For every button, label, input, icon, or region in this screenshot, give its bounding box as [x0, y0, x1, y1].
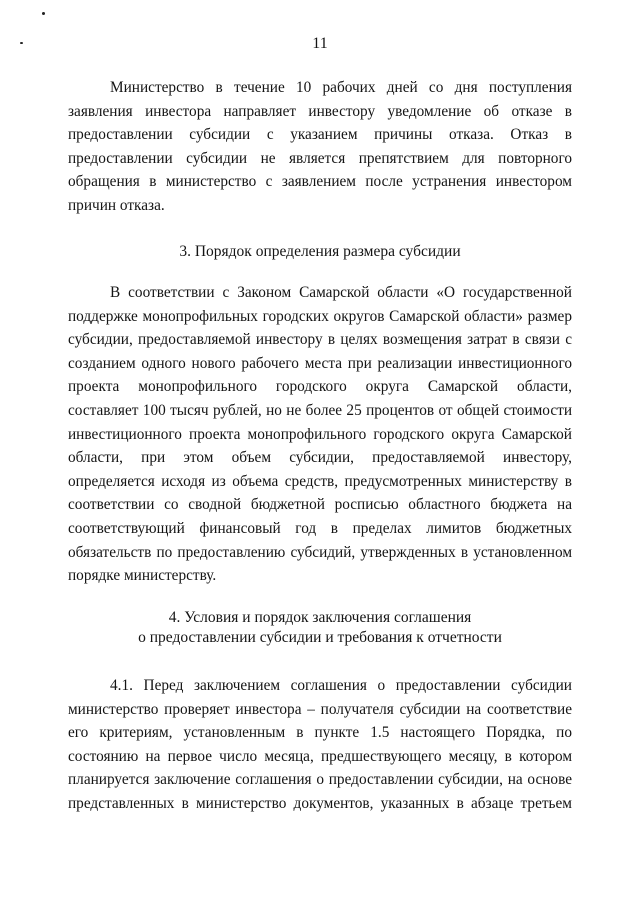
section-heading-4-line2: о предоставлении субсидии и требования к отчетности [138, 629, 502, 646]
section-heading-4-line1: 4. Условия и порядок заключения соглашения [168, 609, 472, 626]
text-line: проекта монопрофильного городского округа Самарской области, [68, 378, 572, 396]
section-heading-4 [68, 608, 572, 648]
text-line: представленных в министерство документов, указанных в абзаце третьем [68, 794, 572, 812]
text-line: Министерство в течение 10 рабочих дней со дня поступления [110, 79, 572, 96]
text-line: созданием одного нового рабочего места при реализации инвестиционного [68, 354, 572, 372]
text-line: поддержке монопрофильных городских округов Самарской области» размер [68, 307, 572, 325]
text-line: соответствии со сводной бюджетной росписью областного бюджета на [68, 496, 572, 514]
text-line: соответствующий финансовый год в пределах лимитов бюджетных [68, 519, 572, 537]
text-line: обязательств по предоставлению субсидий, утвержденных в установленном [68, 543, 572, 561]
text-line: определяется исходя из объема средств, предусмотренных министерству в [68, 472, 572, 490]
text-line: 4.1. Перед заключением соглашения о предоставлении субсидии [110, 677, 572, 694]
paragraph-refusal-notice [68, 76, 572, 218]
text-line: субсидии, предоставляемой инвестору в целях возмещения затрат в связи с [68, 331, 572, 349]
text-line: обращения в министерство с заявлением после устранения инвестором [68, 173, 572, 191]
section-heading-3: 3. Порядок определения размера субсидии [179, 243, 461, 260]
text-line: причин отказа. [68, 196, 165, 214]
text-line: состоянию на первое число месяца, предшествующего месяцу, в котором [68, 747, 572, 765]
text-line: инвестиционного проекта монопрофильного городского округа Самарской [68, 425, 572, 443]
paragraph-subsidy-amount [68, 281, 572, 588]
page-number: 11 [312, 35, 328, 52]
text-line: министерство проверяет инвестора – получателя субсидии на соответствие [68, 700, 572, 718]
text-line: планируется заключение соглашения о предоставлении субсидии, на основе [68, 771, 572, 789]
scan-speck [42, 12, 45, 15]
text-line: предоставлении субсидии не является препятствием для повторного [68, 149, 572, 167]
text-line: его критериям, установленным в пункте 1.5 настоящего Порядка, по [68, 724, 572, 742]
text-line: предоставлении субсидии с указанием причины отказа. Отказ в [68, 126, 572, 144]
text-line: области, при этом объем субсидии, предоставляемой инвестору, [68, 449, 572, 467]
text-line: составляет 100 тысяч рублей, но не более 25 процентов от общей стоимости [68, 401, 572, 419]
text-line: порядке министерству. [68, 567, 217, 585]
text-line: заявления инвестора направляет инвестору уведомление об отказе в [68, 102, 572, 120]
text-line: В соответствии с Законом Самарской области «О государственной [110, 284, 572, 301]
paragraph-4-1 [68, 674, 572, 816]
